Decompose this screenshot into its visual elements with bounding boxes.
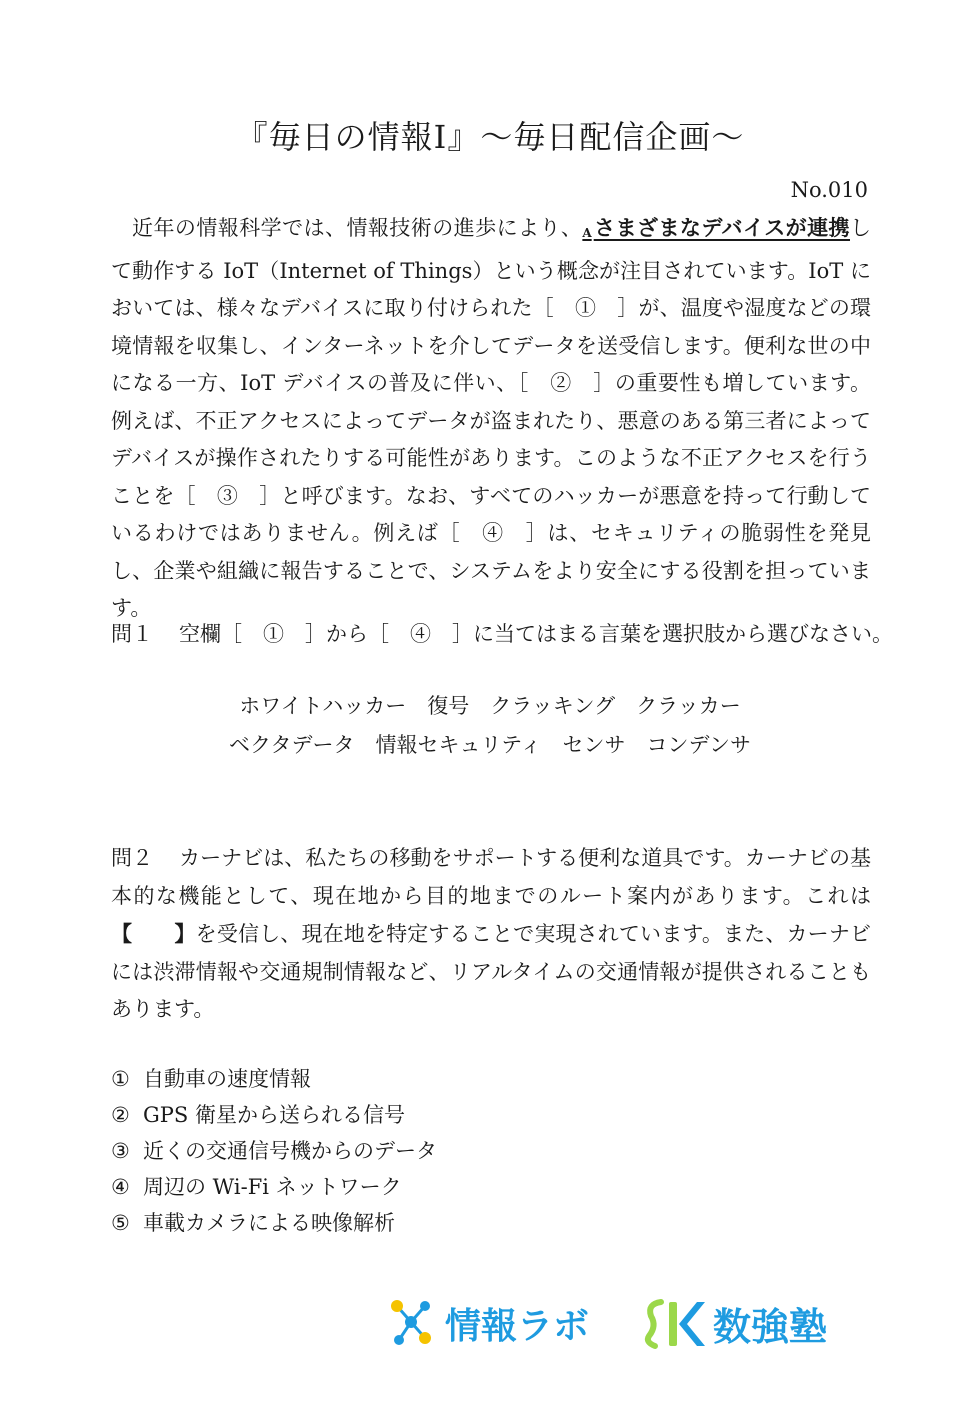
- option-number: ②: [111, 1103, 130, 1127]
- question-2-label: 問２: [111, 846, 154, 870]
- question-2-text-1: カーナビは、私たちの移動をサポートする便利な道具です。カーナビの基本的な機能として、現在地から目的地までのルート案内があります。これは: [111, 846, 872, 908]
- question-2-blank: 【 】: [111, 921, 196, 946]
- intro-text-4: の重要性も増しています。例えば、不正アクセスによってデータが盗まれたり、悪意のある第三者によってデバイスが操作されたりする可能性があります。このような不正アクセスを行うことを: [111, 371, 871, 508]
- option-number: ④: [111, 1175, 130, 1199]
- option-number: ⑤: [111, 1211, 130, 1235]
- question-1-label: 問１: [111, 622, 153, 646]
- blank-1: ［ ① ］: [532, 296, 639, 320]
- emphasis-text: さまざまなデバイスが連携: [593, 215, 850, 240]
- footer-logos: [385, 1294, 865, 1354]
- suukyou-juku-logo: [648, 1302, 827, 1349]
- suukyou-juku-wordmark: 数強塾: [713, 1305, 828, 1349]
- option-item: [111, 1097, 437, 1133]
- blank-2: ［ ② ］: [517, 371, 615, 395]
- answer-options: [111, 1061, 437, 1241]
- molecule-dot: [391, 1300, 403, 1312]
- option-item: [111, 1169, 437, 1205]
- question-1: [111, 618, 893, 648]
- sk-mark-icon: [648, 1302, 705, 1346]
- option-text: 近くの交通信号機からのデータ: [143, 1139, 437, 1163]
- intro-paragraph: [111, 209, 871, 628]
- blank-4: ［ ④ ］: [438, 521, 548, 545]
- joho-lab-logo: [391, 1300, 589, 1347]
- molecule-icon: [391, 1300, 431, 1345]
- joho-lab-wordmark: 情報ラボ: [445, 1306, 590, 1347]
- option-text: 自動車の速度情報: [143, 1067, 311, 1091]
- intro-text-2: して動作する IoT（Internet of Things）という概念が注目されています。IoT においては、様々なデバイスに取り付けられた: [111, 216, 871, 320]
- option-item: [111, 1133, 437, 1169]
- molecule-dot: [394, 1335, 404, 1345]
- document-number: No.010: [790, 178, 868, 202]
- question-2-text-2: を受信し、現在地を特定することで実現されています。また、カーナビには渋滞情報や交通規制情報など、リアルタイムの交通情報が提供されることもあります。: [111, 922, 871, 1021]
- blank-3: ［ ③ ］: [174, 483, 281, 508]
- molecule-dot: [405, 1316, 417, 1328]
- option-text: GPS 衛星から送られる信号: [143, 1103, 405, 1127]
- option-number: ③: [111, 1139, 130, 1163]
- intro-text-6: は、セキュリティの脆弱性を発見し、企業や組織に報告することで、システムをより安全にする役割を担っています。: [111, 521, 872, 620]
- option-text: 車載カメラによる映像解析: [143, 1211, 395, 1235]
- label-a: A: [582, 226, 592, 240]
- molecule-dot: [420, 1301, 430, 1311]
- option-item: [111, 1205, 437, 1241]
- intro-text-5: と呼びます。なお、すべてのハッカーが悪意を持って行動しているわけではありません。例えば: [111, 483, 872, 545]
- intro-text-1: 近年の情報科学では、情報技術の進歩により、: [132, 216, 583, 240]
- option-text: 周辺の Wi-Fi ネットワーク: [143, 1175, 402, 1199]
- question-1-text: 空欄［ ① ］から［ ④ ］に当てはまる言葉を選択肢から選びなさい。: [179, 622, 893, 646]
- choices-row-2: ベクタデータ 情報セキュリティ センサ コンデンサ: [228, 733, 752, 757]
- page-title: 『毎日の情報Ⅰ』〜毎日配信企画〜: [235, 118, 745, 156]
- choices-row-1: ホワイトハッカー 復号 クラッキング クラッカー: [239, 694, 741, 718]
- option-number: ①: [111, 1067, 130, 1091]
- logos-svg: [385, 1294, 865, 1354]
- intro-text-3: が、温度や湿度などの環境情報を収集し、インターネットを介してデータを送受信します。便利な世の中になる一方、IoT デバイスの普及に伴い、: [111, 296, 871, 395]
- option-item: [111, 1061, 437, 1097]
- molecule-dot: [419, 1332, 431, 1344]
- question-2: [111, 840, 871, 1029]
- underlined-phrase-a: [582, 215, 850, 240]
